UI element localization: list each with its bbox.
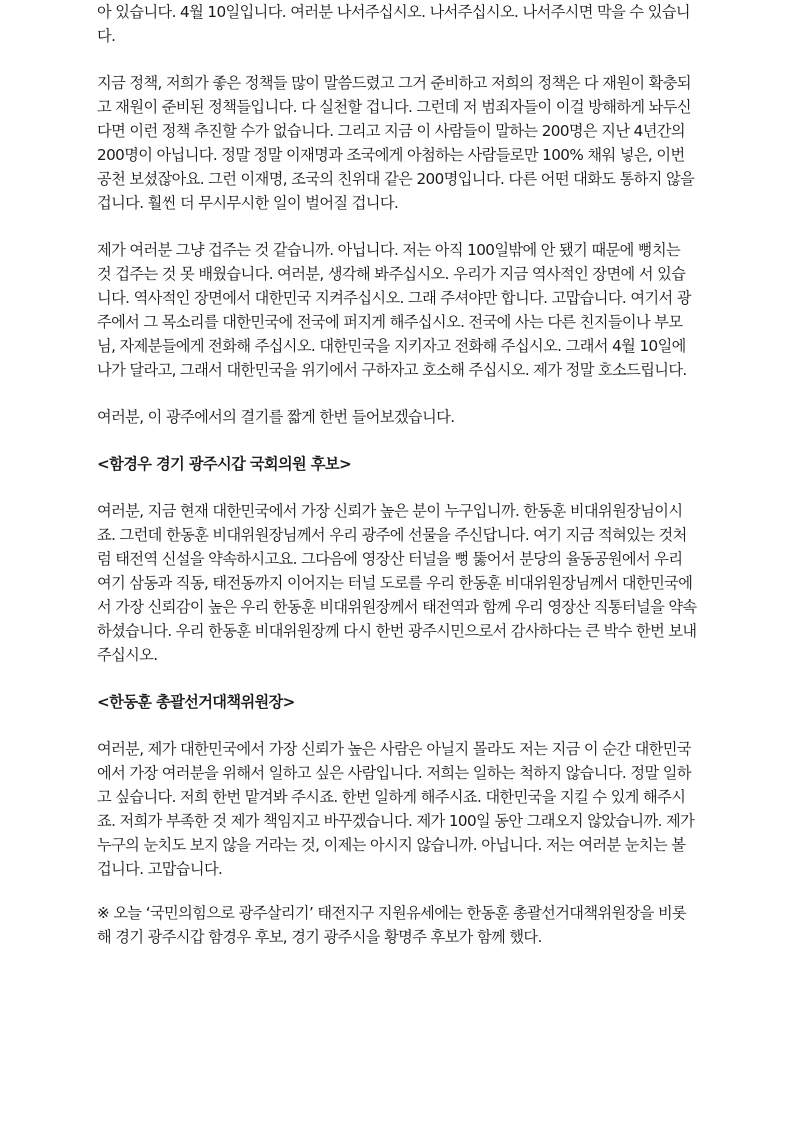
document-body: [97, 0, 697, 949]
speaker-heading-han: <한동훈 총괄선거대책위원장>: [97, 693, 295, 711]
speaker-heading-ham: <함경우 경기 광주시갑 국회의원 후보>: [97, 455, 352, 473]
paragraph-2: 지금 정책, 저희가 좋은 정책들 많이 말씀드렸고 그거 준비하고 저희의 정책은 다 재원이 확충되고 재원이 준비된 정책들입니다. 다 실천할 겁니다. 그런데 저 범죄자들이 이걸 방해하게 놔두신다면 이런 정책 추진할 수가 없습니다. 그리고 지금 이 사람들이 말하는 200명은 지난 4년간의 200명이 아닙니다. 정말 정말 이재명과 조국에게 아첨하는 사람들로만 100% 채워 넣은, 이번 공천 보셨잖아요. 그런 이재명, 조국의 친위대 같은 200명입니다. 다른 어떤 대화도 통하지 않을 겁니다. 훨씬 더 무시무시한 일이 벌어질 겁니다.: [97, 74, 695, 212]
paragraph-3: 제가 여러분 그냥 겁주는 것 같습니까. 아닙니다. 저는 아직 100일밖에 안 됐기 때문에 뻥치는 것 겁주는 것 못 배웠습니다. 여러분, 생각해 봐주십시오. 우리가 지금 역사적인 장면에 서 있습니다. 역사적인 장면에서 대한민국 지켜주십시오. 그래 주셔야만 합니다. 고맙습니다. 여기서 광주에서 그 목소리를 대한민국에 전국에 퍼지게 해주십시오. 전국에 사는 다른 친지들이나 부모님, 자제분들에게 전화해 주십시오. 대한민국을 지키자고 전화해 주십시오. 그래서 4월 10일에 나가 달라고, 그래서 대한민국을 위기에서 구하자고 호소해 주십시오. 제가 정말 호소드립니다.: [97, 241, 691, 379]
paragraph-1: 아 있습니다. 4월 10일입니다. 여러분 나서주십시오. 나서주십시오. 나서주시면 막을 수 있습니다.: [97, 3, 690, 45]
paragraph-6: 여러분, 제가 대한민국에서 가장 신뢰가 높은 사람은 아닐지 몰라도 저는 지금 이 순간 대한민국에서 가장 여러분을 위해서 일하고 싶은 사람입니다. 저희는 일하는 척하지 않습니다. 정말 일하고 싶습니다. 저희 한번 맡겨봐 주시죠. 한번 일하게 해주시죠. 대한민국을 지킬 수 있게 해주시죠. 저희가 부족한 것 제가 책임지고 바꾸겠습니다. 제가 100일 동안 그래오지 않았습니까. 제가 누구의 눈치도 보지 않을 거라는 것, 이제는 아시지 않습니까. 아닙니다. 저는 여러분 눈치는 볼 겁니다. 고맙습니다.: [97, 740, 695, 878]
paragraph-5: 여러분, 지금 현재 대한민국에서 가장 신뢰가 높은 분이 누구입니까. 한동훈 비대위원장님이시죠. 그런데 한동훈 비대위원장님께서 우리 광주에 선물을 주신답니다. 여기 지금 적혀있는 것처럼 태전역 신설을 약속하시고요. 그다음에 영장산 터널을 뻥 뚫어서 분당의 율동공원에서 우리 여기 삼동과 직동, 태전동까지 이어지는 터널 도로를 우리 한동훈 비대위원장님께서 대한민국에서 가장 신뢰감이 높은 우리 한동훈 비대위원장께서 태전역과 함께 우리 영장산 직통터널을 약속하셨습니다. 우리 한동훈 비대위원장께 다시 한번 광주시민으로서 감사하다는 큰 박수 한번 보내주십시오.: [97, 502, 697, 664]
footnote: ※ 오늘 ‘국민의힘으로 광주살리기’ 태전지구 지원유세에는 한동훈 총괄선거대책위원장을 비롯해 경기 광주시갑 함경우 후보, 경기 광주시을 황명주 후보가 함께 했다.: [97, 904, 687, 946]
paragraph-4: 여러분, 이 광주에서의 결기를 짧게 한번 들어보겠습니다.: [97, 408, 455, 426]
